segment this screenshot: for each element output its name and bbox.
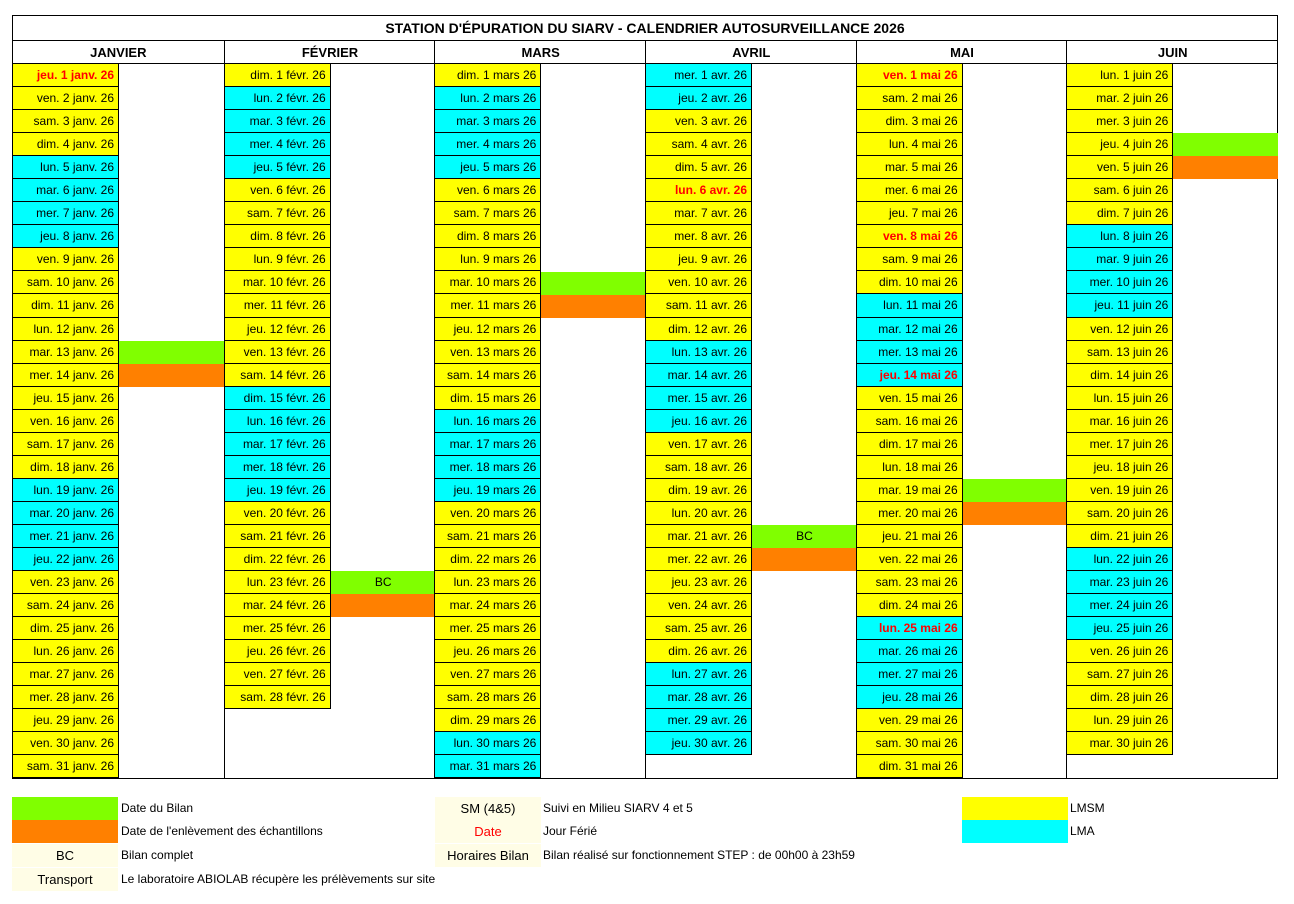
day-cell: dim. 22 mars 26 <box>435 548 541 571</box>
day-cell: mer. 25 mars 26 <box>435 617 541 640</box>
day-cell: jeu. 21 mai 26 <box>857 525 963 548</box>
day-cell: mar. 17 mars 26 <box>435 433 541 456</box>
day-cell: dim. 18 janv. 26 <box>13 456 119 479</box>
day-cell: dim. 1 mars 26 <box>435 64 541 87</box>
day-cell: lun. 22 juin 26 <box>1067 548 1173 571</box>
day-cell: dim. 8 mars 26 <box>435 225 541 248</box>
day-cell: jeu. 14 mai 26 <box>857 364 963 387</box>
day-cell: ven. 30 janv. 26 <box>13 732 119 755</box>
day-cell: sam. 18 avr. 26 <box>646 456 752 479</box>
day-cell: dim. 8 févr. 26 <box>225 225 331 248</box>
day-cell: mar. 7 avr. 26 <box>646 202 752 225</box>
enlevement-marker <box>541 295 646 318</box>
day-cell: jeu. 4 juin 26 <box>1067 133 1173 156</box>
day-cell: jeu. 28 mai 26 <box>857 686 963 709</box>
day-cell: dim. 28 juin 26 <box>1067 686 1173 709</box>
day-cell: sam. 31 janv. 26 <box>13 755 119 778</box>
legend-enlevement-swatch <box>12 820 118 843</box>
day-cell: sam. 10 janv. 26 <box>13 271 119 294</box>
day-cell: mar. 10 mars 26 <box>435 271 541 294</box>
day-cell: mer. 7 janv. 26 <box>13 202 119 225</box>
day-cell: dim. 14 juin 26 <box>1067 364 1173 387</box>
day-cell: ven. 23 janv. 26 <box>13 571 119 594</box>
day-cell: jeu. 15 janv. 26 <box>13 387 119 410</box>
enlevement-marker <box>331 594 436 617</box>
day-cell: jeu. 11 juin 26 <box>1067 294 1173 317</box>
day-cell: jeu. 25 juin 26 <box>1067 617 1173 640</box>
day-cell: jeu. 2 avr. 26 <box>646 87 752 110</box>
day-cell: mar. 16 juin 26 <box>1067 410 1173 433</box>
day-cell: mar. 30 juin 26 <box>1067 732 1173 755</box>
day-cell: lun. 23 févr. 26 <box>225 571 331 594</box>
enlevement-marker <box>119 364 224 387</box>
month-column <box>434 41 646 779</box>
day-cell: mer. 29 avr. 26 <box>646 709 752 732</box>
day-cell: sam. 7 mars 26 <box>435 202 541 225</box>
day-cell: lun. 9 févr. 26 <box>225 248 331 271</box>
day-cell: mer. 11 mars 26 <box>435 294 541 317</box>
day-cell: jeu. 16 avr. 26 <box>646 410 752 433</box>
day-cell: dim. 15 mars 26 <box>435 387 541 410</box>
day-cell: dim. 25 janv. 26 <box>13 617 119 640</box>
day-cell: dim. 15 févr. 26 <box>225 387 331 410</box>
day-cell: mer. 4 févr. 26 <box>225 133 331 156</box>
legend-horaires-label: Bilan réalisé sur fonctionnement STEP : de 00h00 à 23h59 <box>543 848 855 862</box>
day-cell: ven. 1 mai 26 <box>857 64 963 87</box>
day-cell: sam. 14 mars 26 <box>435 364 541 387</box>
day-cell: sam. 23 mai 26 <box>857 571 963 594</box>
day-cell: ven. 6 févr. 26 <box>225 179 331 202</box>
day-cell: sam. 7 févr. 26 <box>225 202 331 225</box>
day-cell: lun. 19 janv. 26 <box>13 479 119 502</box>
day-cell: mar. 3 mars 26 <box>435 110 541 133</box>
day-cell: dim. 1 févr. 26 <box>225 64 331 87</box>
day-cell: mer. 24 juin 26 <box>1067 594 1173 617</box>
day-cell: jeu. 19 févr. 26 <box>225 479 331 502</box>
day-cell: mer. 3 juin 26 <box>1067 110 1173 133</box>
month-column <box>224 41 436 779</box>
day-cell: lun. 15 juin 26 <box>1067 387 1173 410</box>
day-cell: mer. 4 mars 26 <box>435 133 541 156</box>
day-cell: sam. 21 mars 26 <box>435 525 541 548</box>
day-cell: sam. 11 avr. 26 <box>646 294 752 317</box>
day-cell: dim. 29 mars 26 <box>435 709 541 732</box>
bilan-marker <box>963 479 1068 502</box>
day-cell: sam. 28 mars 26 <box>435 686 541 709</box>
day-cell: sam. 2 mai 26 <box>857 87 963 110</box>
month-header: JANVIER <box>13 41 224 64</box>
day-cell: mar. 26 mai 26 <box>857 640 963 663</box>
day-cell: dim. 22 févr. 26 <box>225 548 331 571</box>
day-cell: lun. 23 mars 26 <box>435 571 541 594</box>
bilan-marker: BC <box>752 525 857 548</box>
day-cell: sam. 27 juin 26 <box>1067 663 1173 686</box>
legend-sm-code: SM (4&5) <box>435 797 541 820</box>
date-column <box>646 64 752 755</box>
day-cell: mar. 24 févr. 26 <box>225 594 331 617</box>
day-cell: lun. 16 mars 26 <box>435 410 541 433</box>
day-cell: dim. 3 mai 26 <box>857 110 963 133</box>
day-cell: lun. 30 mars 26 <box>435 732 541 755</box>
legend-sm-label: Suivi en Milieu SIARV 4 et 5 <box>543 801 693 815</box>
day-cell: sam. 30 mai 26 <box>857 732 963 755</box>
day-cell: jeu. 23 avr. 26 <box>646 571 752 594</box>
day-cell: mar. 24 mars 26 <box>435 594 541 617</box>
day-cell: mar. 3 févr. 26 <box>225 110 331 133</box>
day-cell: lun. 2 mars 26 <box>435 87 541 110</box>
legend <box>12 797 1278 897</box>
day-cell: mer. 11 févr. 26 <box>225 294 331 317</box>
day-cell: jeu. 26 mars 26 <box>435 640 541 663</box>
day-cell: mar. 19 mai 26 <box>857 479 963 502</box>
day-cell: dim. 12 avr. 26 <box>646 318 752 341</box>
day-cell: jeu. 8 janv. 26 <box>13 225 119 248</box>
day-cell: dim. 26 avr. 26 <box>646 640 752 663</box>
day-cell: ven. 8 mai 26 <box>857 225 963 248</box>
month-column <box>856 41 1068 779</box>
day-cell: mer. 13 mai 26 <box>857 341 963 364</box>
day-cell: sam. 4 avr. 26 <box>646 133 752 156</box>
bilan-marker <box>119 341 224 364</box>
legend-holiday-code: Date <box>435 820 541 843</box>
enlevement-marker <box>1173 156 1278 179</box>
day-cell: mer. 20 mai 26 <box>857 502 963 525</box>
legend-lma-label: LMA <box>1070 824 1095 838</box>
bilan-marker <box>1173 133 1278 156</box>
day-cell: jeu. 26 févr. 26 <box>225 640 331 663</box>
day-cell: dim. 11 janv. 26 <box>13 294 119 317</box>
calendar-table <box>12 15 1278 779</box>
day-cell: lun. 11 mai 26 <box>857 294 963 317</box>
day-cell: ven. 15 mai 26 <box>857 387 963 410</box>
day-cell: ven. 10 avr. 26 <box>646 271 752 294</box>
month-body <box>435 64 646 779</box>
day-cell: lun. 29 juin 26 <box>1067 709 1173 732</box>
day-cell: ven. 17 avr. 26 <box>646 433 752 456</box>
day-cell: sam. 3 janv. 26 <box>13 110 119 133</box>
day-cell: jeu. 30 avr. 26 <box>646 732 752 755</box>
day-cell: sam. 24 janv. 26 <box>13 594 119 617</box>
legend-lmsm-swatch <box>962 797 1068 820</box>
day-cell: jeu. 5 févr. 26 <box>225 156 331 179</box>
legend-bilan-swatch <box>12 797 118 820</box>
month-header: FÉVRIER <box>225 41 436 64</box>
day-cell: lun. 1 juin 26 <box>1067 64 1173 87</box>
day-cell: mar. 28 avr. 26 <box>646 686 752 709</box>
day-cell: sam. 13 juin 26 <box>1067 341 1173 364</box>
day-cell: mer. 27 mai 26 <box>857 663 963 686</box>
month-body <box>646 64 857 779</box>
day-cell: lun. 4 mai 26 <box>857 133 963 156</box>
month-header: MARS <box>435 41 646 64</box>
day-cell: mar. 12 mai 26 <box>857 318 963 341</box>
enlevement-marker <box>752 548 857 571</box>
month-header: AVRIL <box>646 41 857 64</box>
day-cell: ven. 12 juin 26 <box>1067 318 1173 341</box>
day-cell: ven. 16 janv. 26 <box>13 410 119 433</box>
day-cell: lun. 2 févr. 26 <box>225 87 331 110</box>
day-cell: mer. 14 janv. 26 <box>13 364 119 387</box>
day-cell: mar. 23 juin 26 <box>1067 571 1173 594</box>
day-cell: mer. 18 févr. 26 <box>225 456 331 479</box>
day-cell: sam. 9 mai 26 <box>857 248 963 271</box>
day-cell: mer. 28 janv. 26 <box>13 686 119 709</box>
legend-bc-label: Bilan complet <box>121 848 194 862</box>
day-cell: sam. 14 févr. 26 <box>225 364 331 387</box>
day-cell: ven. 9 janv. 26 <box>13 248 119 271</box>
day-cell: mar. 27 janv. 26 <box>13 663 119 686</box>
day-cell: lun. 25 mai 26 <box>857 617 963 640</box>
day-cell: mer. 17 juin 26 <box>1067 433 1173 456</box>
day-cell: mer. 25 févr. 26 <box>225 617 331 640</box>
day-cell: lun. 5 janv. 26 <box>13 156 119 179</box>
day-cell: jeu. 29 janv. 26 <box>13 709 119 732</box>
day-cell: ven. 3 avr. 26 <box>646 110 752 133</box>
day-cell: mar. 9 juin 26 <box>1067 248 1173 271</box>
day-cell: dim. 5 avr. 26 <box>646 156 752 179</box>
day-cell: ven. 13 mars 26 <box>435 341 541 364</box>
month-body <box>1067 64 1278 779</box>
day-cell: mar. 17 févr. 26 <box>225 433 331 456</box>
day-cell: mar. 2 juin 26 <box>1067 87 1173 110</box>
bilan-marker: BC <box>331 571 436 594</box>
day-cell: mer. 15 avr. 26 <box>646 387 752 410</box>
day-cell: lun. 20 avr. 26 <box>646 502 752 525</box>
day-cell: mar. 21 avr. 26 <box>646 525 752 548</box>
day-cell: lun. 27 avr. 26 <box>646 663 752 686</box>
day-cell: mar. 13 janv. 26 <box>13 341 119 364</box>
day-cell: lun. 26 janv. 26 <box>13 640 119 663</box>
day-cell: dim. 31 mai 26 <box>857 755 963 778</box>
day-cell: jeu. 9 avr. 26 <box>646 248 752 271</box>
month-column <box>13 41 224 779</box>
day-cell: ven. 5 juin 26 <box>1067 156 1173 179</box>
day-cell: jeu. 7 mai 26 <box>857 202 963 225</box>
day-cell: lun. 18 mai 26 <box>857 456 963 479</box>
day-cell: sam. 16 mai 26 <box>857 410 963 433</box>
day-cell: mer. 22 avr. 26 <box>646 548 752 571</box>
day-cell: ven. 27 févr. 26 <box>225 663 331 686</box>
day-cell: mar. 31 mars 26 <box>435 755 541 778</box>
month-header: JUIN <box>1067 41 1278 64</box>
day-cell: mer. 8 avr. 26 <box>646 225 752 248</box>
day-cell: dim. 4 janv. 26 <box>13 133 119 156</box>
day-cell: lun. 6 avr. 26 <box>646 179 752 202</box>
day-cell: lun. 13 avr. 26 <box>646 341 752 364</box>
day-cell: jeu. 1 janv. 26 <box>13 64 119 87</box>
day-cell: mar. 5 mai 26 <box>857 156 963 179</box>
month-body <box>13 64 224 779</box>
day-cell: jeu. 5 mars 26 <box>435 156 541 179</box>
month-header: MAI <box>857 41 1068 64</box>
day-cell: dim. 19 avr. 26 <box>646 479 752 502</box>
month-column <box>1066 41 1278 779</box>
day-cell: ven. 20 mars 26 <box>435 502 541 525</box>
legend-bc-code: BC <box>12 844 118 867</box>
day-cell: mer. 1 avr. 26 <box>646 64 752 87</box>
day-cell: ven. 13 févr. 26 <box>225 341 331 364</box>
day-cell: sam. 6 juin 26 <box>1067 179 1173 202</box>
day-cell: sam. 21 févr. 26 <box>225 525 331 548</box>
day-cell: mer. 21 janv. 26 <box>13 525 119 548</box>
day-cell: dim. 10 mai 26 <box>857 271 963 294</box>
date-column <box>13 64 119 778</box>
day-cell: ven. 22 mai 26 <box>857 548 963 571</box>
day-cell: mer. 10 juin 26 <box>1067 271 1173 294</box>
day-cell: mar. 20 janv. 26 <box>13 502 119 525</box>
calendar-title: STATION D'ÉPURATION DU SIARV - CALENDRIER AUTOSURVEILLANCE 2026 <box>13 16 1277 41</box>
date-column <box>225 64 331 709</box>
day-cell: dim. 7 juin 26 <box>1067 202 1173 225</box>
day-cell: mar. 6 janv. 26 <box>13 179 119 202</box>
month-column <box>645 41 857 779</box>
legend-bilan-label: Date du Bilan <box>121 801 194 815</box>
date-column <box>857 64 963 778</box>
day-cell: ven. 6 mars 26 <box>435 179 541 202</box>
day-cell: dim. 21 juin 26 <box>1067 525 1173 548</box>
date-column <box>1067 64 1173 755</box>
day-cell: ven. 19 juin 26 <box>1067 479 1173 502</box>
date-column <box>435 64 541 778</box>
bilan-marker <box>541 272 646 295</box>
enlevement-marker <box>963 502 1068 525</box>
day-cell: ven. 2 janv. 26 <box>13 87 119 110</box>
day-cell: sam. 20 juin 26 <box>1067 502 1173 525</box>
month-body <box>225 64 436 779</box>
legend-holiday-label: Jour Férié <box>543 824 598 838</box>
day-cell: jeu. 19 mars 26 <box>435 479 541 502</box>
month-body <box>857 64 1068 779</box>
legend-transport-code: Transport <box>12 868 118 891</box>
day-cell: ven. 27 mars 26 <box>435 663 541 686</box>
legend-enlevement-label: Date de l'enlèvement des échantillons <box>121 824 323 838</box>
day-cell: lun. 12 janv. 26 <box>13 318 119 341</box>
day-cell: lun. 9 mars 26 <box>435 248 541 271</box>
legend-transport-label: Le laboratoire ABIOLAB récupère les prélèvements sur site <box>121 872 436 886</box>
day-cell: mar. 14 avr. 26 <box>646 364 752 387</box>
day-cell: jeu. 18 juin 26 <box>1067 456 1173 479</box>
day-cell: dim. 17 mai 26 <box>857 433 963 456</box>
day-cell: sam. 25 avr. 26 <box>646 617 752 640</box>
day-cell: ven. 20 févr. 26 <box>225 502 331 525</box>
legend-lmsm-label: LMSM <box>1070 801 1105 815</box>
day-cell: lun. 16 févr. 26 <box>225 410 331 433</box>
day-cell: lun. 8 juin 26 <box>1067 225 1173 248</box>
day-cell: ven. 29 mai 26 <box>857 709 963 732</box>
day-cell: ven. 24 avr. 26 <box>646 594 752 617</box>
day-cell: sam. 17 janv. 26 <box>13 433 119 456</box>
day-cell: jeu. 22 janv. 26 <box>13 548 119 571</box>
day-cell: dim. 24 mai 26 <box>857 594 963 617</box>
day-cell: mer. 18 mars 26 <box>435 456 541 479</box>
day-cell: ven. 26 juin 26 <box>1067 640 1173 663</box>
day-cell: jeu. 12 mars 26 <box>435 318 541 341</box>
day-cell: sam. 28 févr. 26 <box>225 686 331 709</box>
day-cell: mar. 10 févr. 26 <box>225 271 331 294</box>
day-cell: jeu. 12 févr. 26 <box>225 318 331 341</box>
day-cell: mer. 6 mai 26 <box>857 179 963 202</box>
legend-horaires-code: Horaires Bilan <box>435 844 541 867</box>
legend-lma-swatch <box>962 820 1068 843</box>
